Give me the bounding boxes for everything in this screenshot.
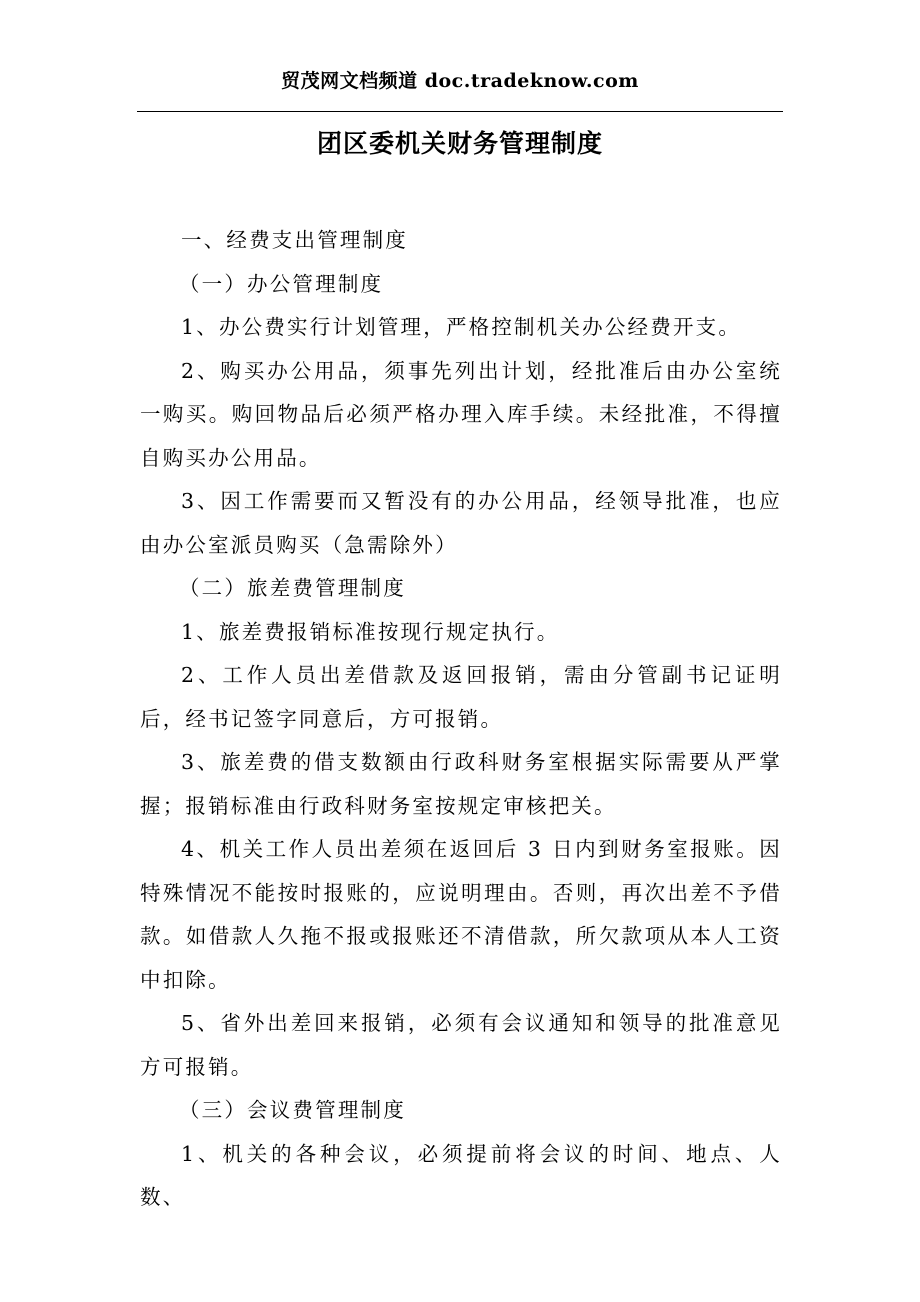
subsection-heading: （一）办公管理制度 — [178, 271, 384, 296]
subsection-heading: （二）旅差费管理制度 — [178, 576, 406, 600]
paragraph: 3、旅差费的借支数额由行政科财务室根据实际需要从严掌握；报销标准由行政科财务室按规定审核把关。 — [140, 750, 782, 818]
paragraph: 1、旅差费报销标准按现行规定执行。 — [181, 619, 560, 644]
paragraph: 3、因工作需要而又暂没有的办公用品，经领导批准，也应由办公室派员购买（急需除外） — [140, 489, 782, 557]
document-body — [140, 219, 782, 1220]
paragraph: 2、购买办公用品，须事先列出计划，经批准后由办公室统一购买。购回物品后必须严格办理入库手续。未经批准，不得擅自购买办公用品。 — [140, 358, 782, 470]
paragraph: 4、机关工作人员出差须在返回后 3 日内到财务室报账。因特殊情况不能按时报账的，应说明理由。否则，再次出差不予借款。如借款人久拖不报或报账还不清借款，所欠款项从本人工资中扣除。 — [140, 837, 782, 992]
paragraph: 1、机关的各种会议，必须提前将会议的时间、地点、人数、 — [140, 1141, 782, 1209]
subsection-heading: （三）会议费管理制度 — [178, 1098, 406, 1122]
paragraph: 5、省外出差回来报销，必须有会议通知和领导的批准意见方可报销。 — [140, 1011, 782, 1079]
site-header: 贸茂网文档频道 doc.tradeknow.com — [281, 70, 639, 92]
section-heading: 一、经费支出管理制度 — [181, 228, 408, 252]
document-title: 团区委机关财务管理制度 — [316, 129, 603, 158]
header-divider — [137, 111, 783, 112]
paragraph: 1、办公费实行计划管理，严格控制机关办公经费开支。 — [181, 315, 742, 339]
paragraph: 2、工作人员出差借款及返回报销，需由分管副书记证明后，经书记签字同意后，方可报销。 — [140, 663, 782, 731]
